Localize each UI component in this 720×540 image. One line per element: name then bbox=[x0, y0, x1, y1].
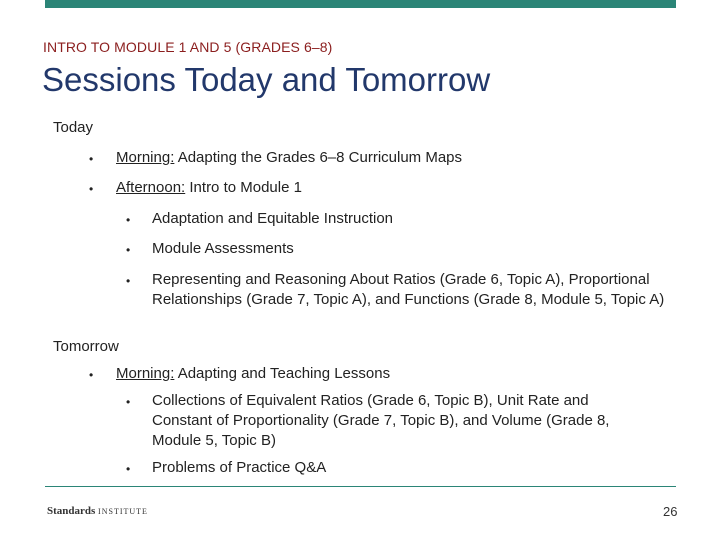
bullet-icon: • bbox=[89, 152, 94, 166]
slide-title: Sessions Today and Tomorrow bbox=[42, 61, 491, 98]
list-item: Collections of Equivalent Ratios (Grade 6, Topic B), Unit Rate and Constant of Proportionality (Grade 7, Topic B), and Volume (Grade 8, Module 5, Topic B) bbox=[152, 392, 610, 449]
bullet-icon: • bbox=[89, 368, 94, 382]
item-text: Adapting the Grades 6–8 Curriculum Maps bbox=[174, 149, 463, 166]
top-accent-bar bbox=[45, 0, 676, 8]
logo-bold-text: Standards bbox=[47, 505, 96, 517]
list-item: Adaptation and Equitable Instruction bbox=[152, 210, 394, 227]
standards-institute-logo bbox=[47, 505, 148, 517]
item-label: Afternoon: bbox=[116, 179, 186, 196]
list-item bbox=[116, 178, 302, 198]
item-label: Morning: bbox=[116, 149, 175, 166]
bullet-icon: • bbox=[126, 243, 131, 257]
page-number: 26 bbox=[663, 504, 678, 519]
item-text: Adapting and Teaching Lessons bbox=[174, 365, 391, 382]
section-heading-today: Today bbox=[53, 119, 94, 136]
bullet-icon: • bbox=[126, 395, 131, 409]
list-item bbox=[116, 148, 462, 168]
list-item bbox=[116, 364, 390, 384]
list-item: Representing and Reasoning About Ratios (Grade 6, Topic A), Proportional Relationships (Grade 7, Topic A), and Functions (Grade 8, Module 5, Topic A) bbox=[152, 271, 665, 308]
bullet-icon: • bbox=[126, 462, 131, 476]
logo-institute-text: INSTITUTE bbox=[98, 507, 148, 516]
item-text: Intro to Module 1 bbox=[185, 179, 302, 196]
slide-subtitle: INTRO TO MODULE 1 AND 5 (GRADES 6–8) bbox=[43, 39, 333, 55]
item-label: Morning: bbox=[116, 365, 175, 382]
list-item: Problems of Practice Q&A bbox=[152, 459, 327, 476]
list-item: Module Assessments bbox=[152, 240, 294, 257]
section-heading-tomorrow: Tomorrow bbox=[53, 338, 119, 355]
bullet-icon: • bbox=[126, 274, 131, 288]
bullet-icon: • bbox=[126, 213, 131, 227]
bullet-icon: • bbox=[89, 182, 94, 196]
footer-divider bbox=[45, 486, 676, 487]
